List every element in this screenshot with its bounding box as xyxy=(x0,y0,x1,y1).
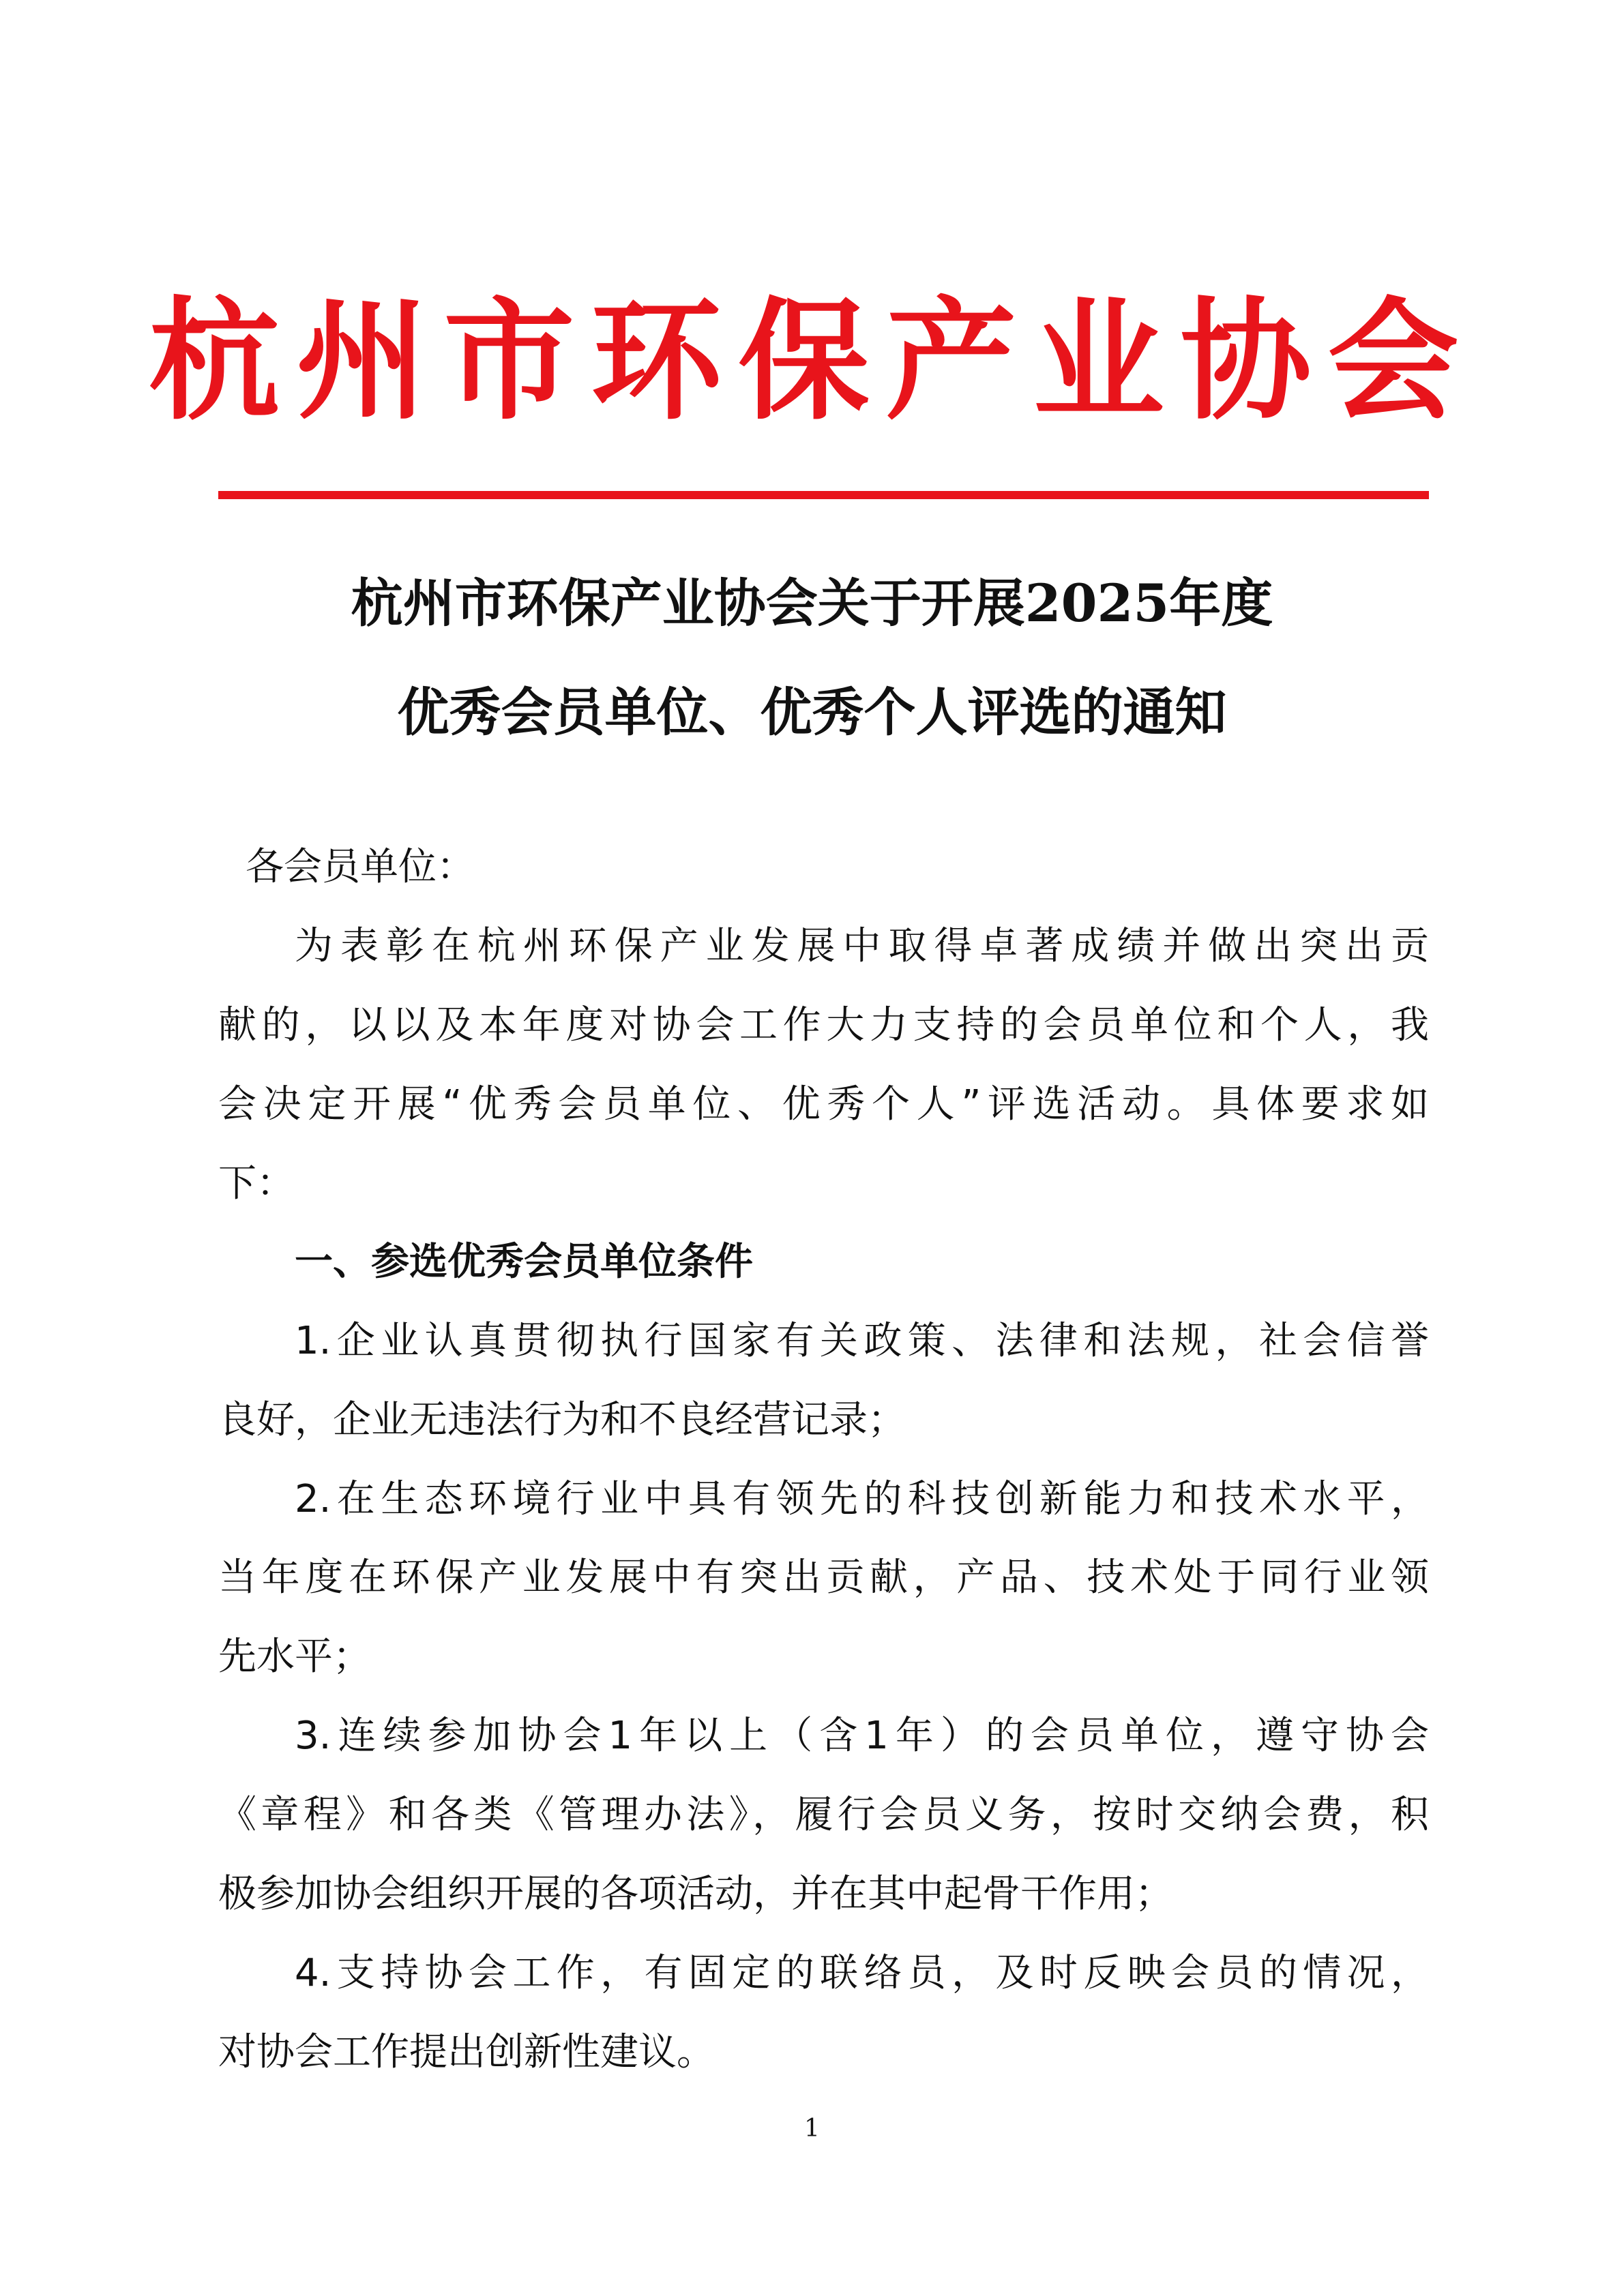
item-2-line-2: 当年度在环保产业发展中有突出贡献，产品、技术处于同行业领 xyxy=(218,1555,1429,1600)
intro-line-3: 会决定开展“优秀会员单位、优秀个人”评选活动。具体要求如 xyxy=(218,1082,1429,1127)
intro-line-2: 献的，以以及本年度对协会工作大力支持的会员单位和个人，我 xyxy=(218,1003,1429,1047)
notice-title-line-1: 杭州市环保产业协会关于开展2025年度 xyxy=(351,573,1273,633)
item-3-line-1: 3.连续参加协会1年以上（含1年）的会员单位，遵守协会 xyxy=(295,1714,1429,1758)
notice-title-line-2: 优秀会员单位、优秀个人评选的通知 xyxy=(397,682,1227,743)
item-4-line-2: 对协会工作提出创新性建议。 xyxy=(218,2030,715,2074)
item-4-line-1: 4.支持协会工作，有固定的联络员，及时反映会员的情况， xyxy=(295,1951,1429,1995)
item-2-line-1: 2.在生态环境行业中具有领先的科技创新能力和技术水平， xyxy=(295,1477,1429,1521)
intro-line-1: 为表彰在杭州环保产业发展中取得卓著成绩并做出突出贡 xyxy=(295,924,1429,968)
page-number: 1 xyxy=(804,2115,820,2143)
salutation: 各会员单位： xyxy=(246,845,475,889)
item-3-line-3: 极参加协会组织开展的各项活动，并在其中起骨干作用； xyxy=(218,1872,1173,1916)
intro-line-4: 下： xyxy=(218,1161,295,1206)
item-3-line-2: 《章程》和各类《管理办法》，履行会员义务，按时交纳会费，积 xyxy=(218,1793,1429,1837)
section-1-heading: 一、参选优秀会员单位条件 xyxy=(295,1240,753,1284)
item-1-line-2: 良好，企业无违法行为和不良经营记录； xyxy=(218,1398,906,1442)
item-2-line-3: 先水平； xyxy=(218,1635,371,1679)
item-1-line-1: 1.企业认真贯彻执行国家有关政策、法律和法规，社会信誉 xyxy=(295,1319,1429,1363)
letterhead-org-name: 杭州市环保产业协会 xyxy=(149,284,1475,438)
notice-body xyxy=(218,0,1429,2296)
